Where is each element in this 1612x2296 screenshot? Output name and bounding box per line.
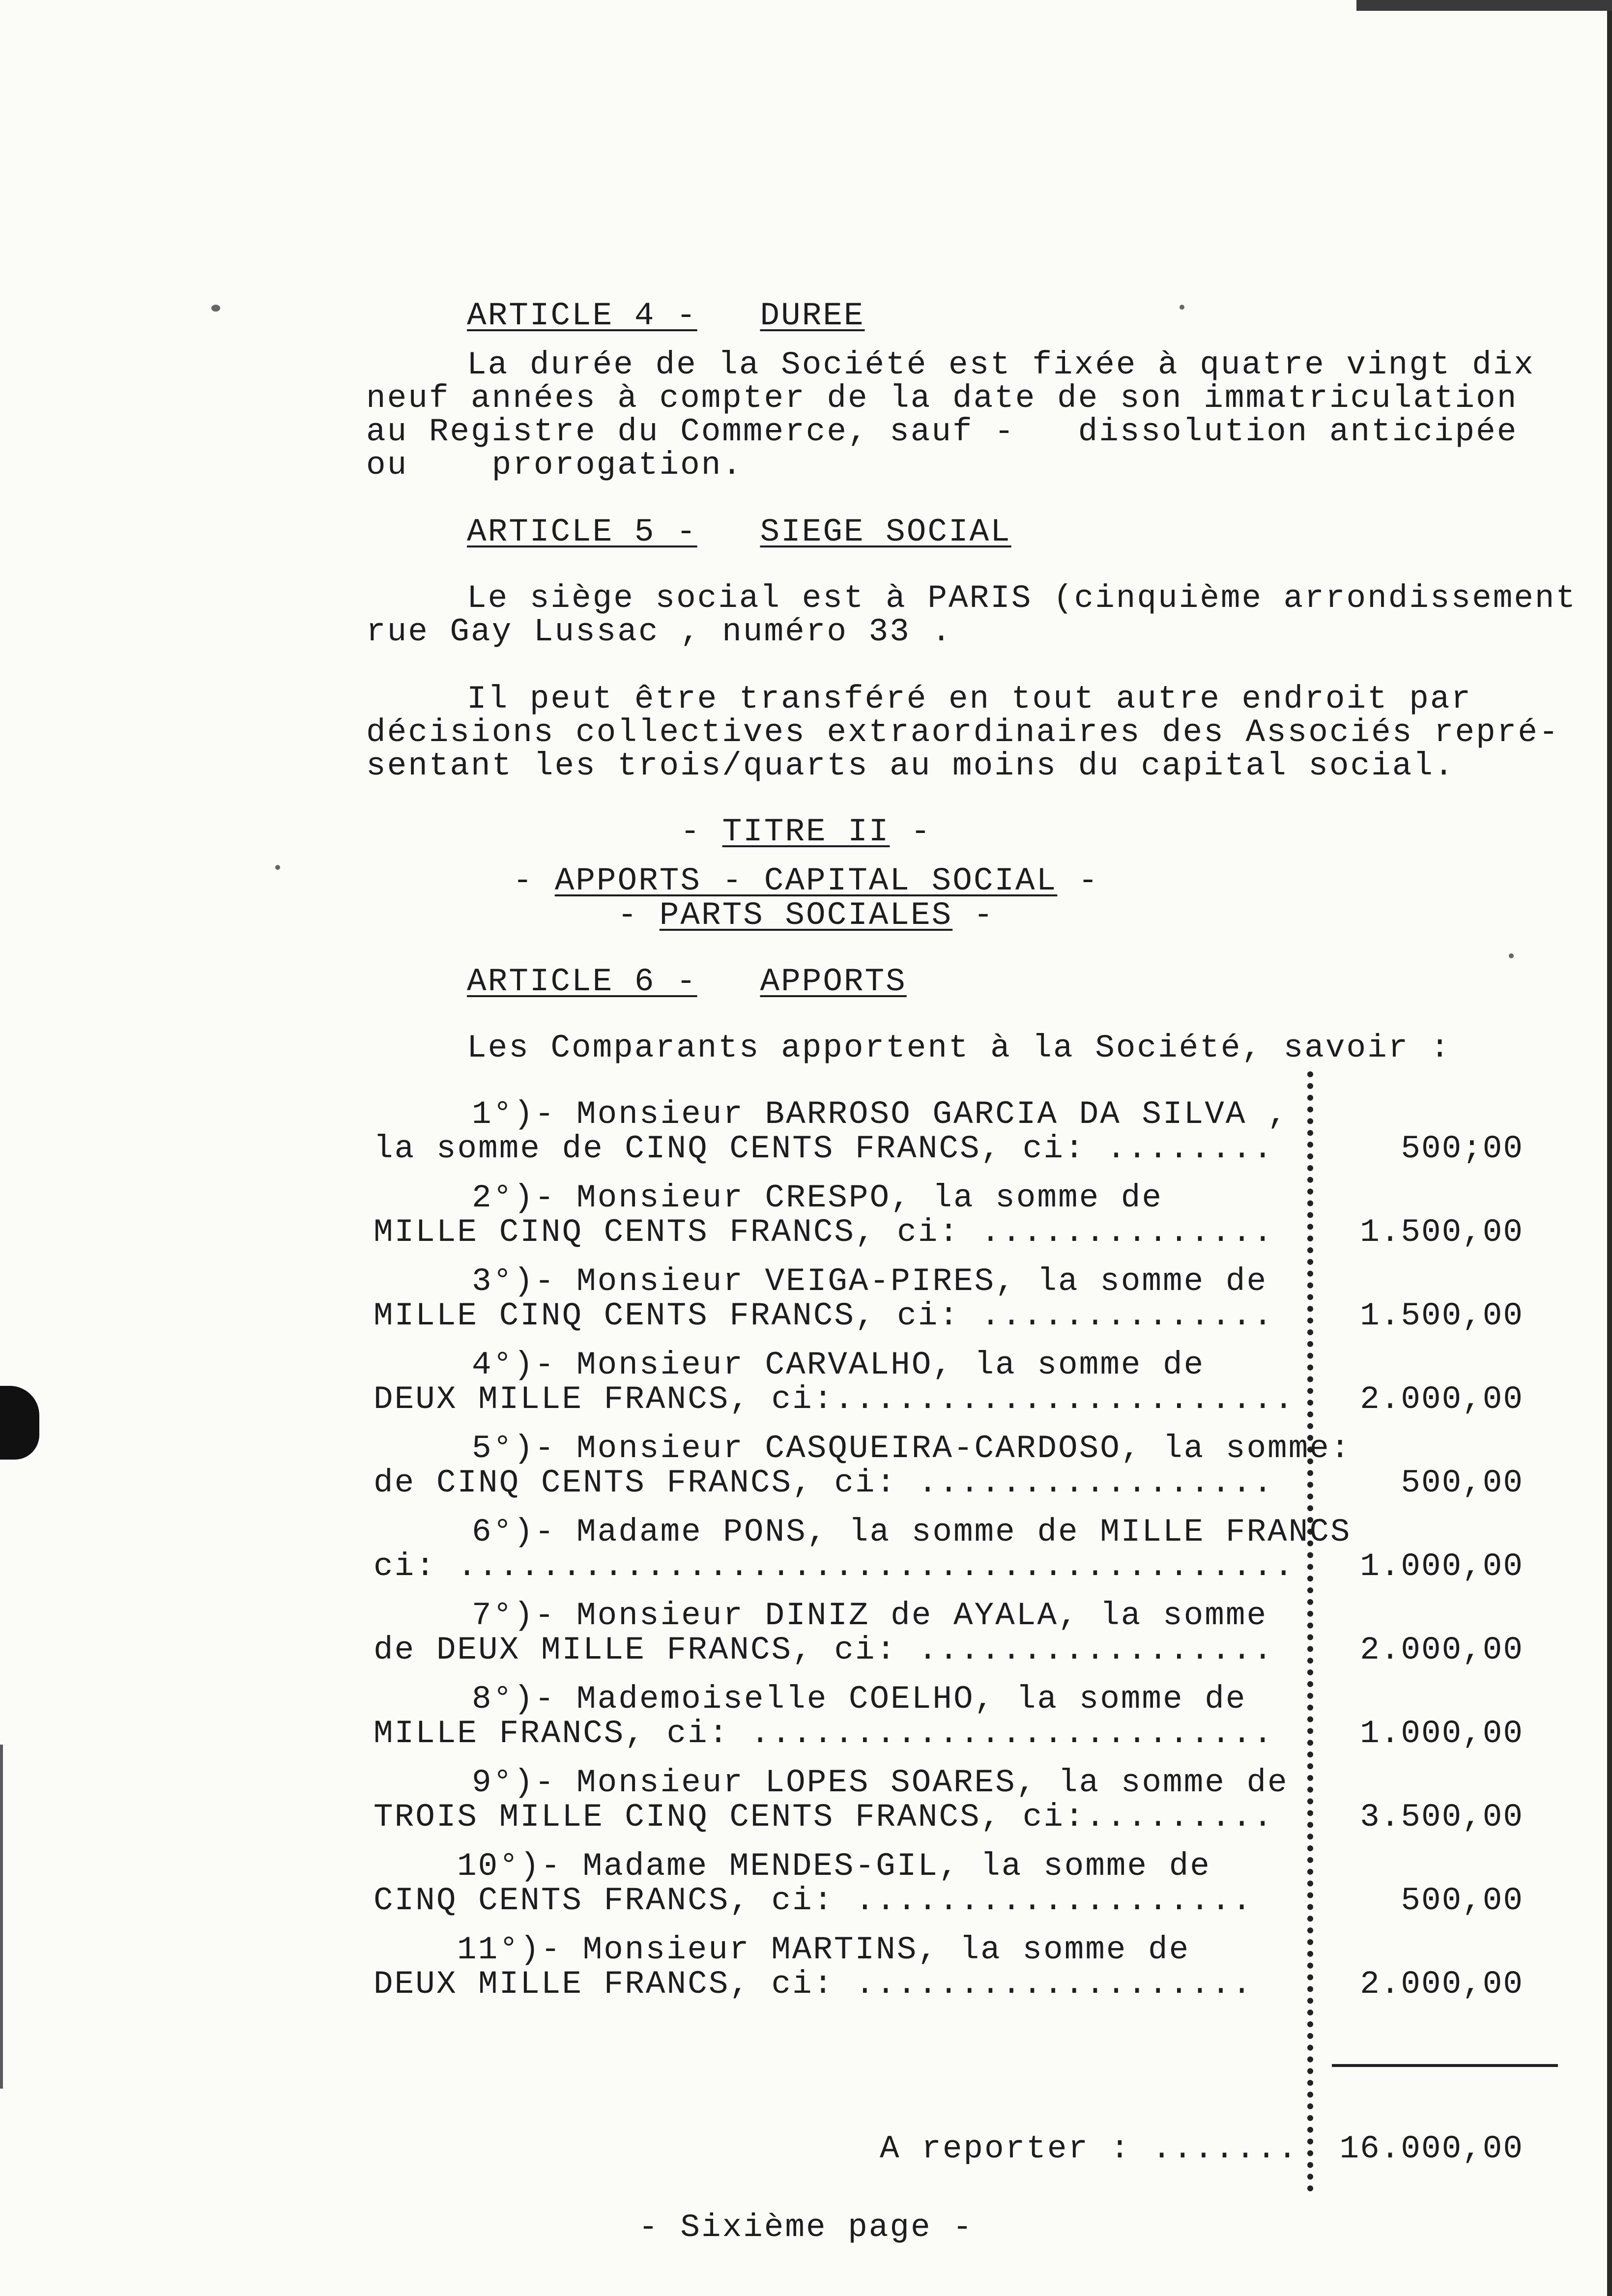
- article4-line-1: La durée de la Société est fixée à quatre vingt dix: [467, 346, 1535, 383]
- dash: -: [680, 813, 722, 850]
- entry-line-2: la somme de CINQ CENTS FRANCS, ci: ........: [374, 1130, 1274, 1167]
- carry-total: 16.000,00: [1339, 2130, 1524, 2167]
- titre-subheading-2: PARTS SOCIALES: [659, 897, 953, 934]
- entry-line-1: 8°)- Mademoiselle COELHO, la somme de: [472, 1681, 1247, 1718]
- entry-line-2: de CINQ CENTS FRANCS, ci: .................: [374, 1464, 1274, 1501]
- entry-line-1: 4°)- Monsieur CARVALHO, la somme de: [472, 1347, 1205, 1383]
- entry-line-1: 5°)- Monsieur CASQUEIRA-CARDOSO, la somme:: [472, 1430, 1352, 1467]
- article4-line-3: au Registre du Commerce, sauf - dissolution anticipée: [366, 413, 1518, 450]
- scan-edge-top: [1356, 0, 1612, 11]
- entry-amount: 1.500,00: [1360, 1214, 1524, 1251]
- entry-line-1: 11°)- Monsieur MARTINS, la somme de: [457, 1931, 1190, 1968]
- article6-title: APPORTS: [760, 963, 907, 1000]
- entry-line-2: TROIS MILLE CINQ CENTS FRANCS, ci:.........: [374, 1799, 1274, 1836]
- article5-para1-line-1: Le siège social est à PARIS (cinquième arrondissement: [467, 580, 1577, 617]
- scan-edge-left: [0, 1745, 3, 2089]
- article5-heading: ARTICLE 5 -: [467, 514, 697, 550]
- ink-blot: [0, 1386, 39, 1460]
- article5-para2-line-2: décisions collectives extraordinaires des Associés repré-: [366, 714, 1560, 751]
- speck: [1509, 953, 1514, 958]
- article6-heading: ARTICLE 6 -: [467, 963, 697, 1000]
- titre-subheading: APPORTS - CAPITAL SOCIAL: [554, 862, 1058, 899]
- entry-line-1: 6°)- Madame PONS, la somme de MILLE FRANCS: [472, 1514, 1352, 1550]
- article4-line-2: neuf années à compter de la date de son immatriculation: [366, 380, 1518, 417]
- entry-amount: 2.000,00: [1360, 1381, 1524, 1418]
- article6-intro: Les Comparants apportent à la Société, savoir :: [467, 1030, 1451, 1066]
- entry-amount: 500,00: [1401, 1882, 1524, 1919]
- entry-line-2: CINQ CENTS FRANCS, ci: ...................: [374, 1882, 1253, 1919]
- entry-line-1: 10°)- Madame MENDES-GIL, la somme de: [457, 1848, 1211, 1885]
- article5-para1-line-2: rue Gay Lussac , numéro 33 .: [366, 613, 952, 650]
- colon-separator-column: [1307, 1071, 1323, 2192]
- article4-heading-row: [467, 297, 865, 334]
- article6-heading-row: [467, 963, 907, 1000]
- entry-line-1: 2°)- Monsieur CRESPO, la somme de: [472, 1179, 1163, 1216]
- entry-line-2: MILLE CINQ CENTS FRANCS, ci: ..............: [374, 1214, 1274, 1251]
- entry-line-2: MILLE CINQ CENTS FRANCS, ci: ..............: [374, 1297, 1274, 1334]
- article5-title: SIEGE SOCIAL: [760, 514, 1011, 550]
- entry-line-1: 9°)- Monsieur LOPES SOARES, la somme de: [472, 1764, 1289, 1801]
- entry-amount: 1.000,00: [1360, 1715, 1524, 1752]
- article5-para2-line-1: Il peut être transféré en tout autre endroit par: [467, 681, 1472, 718]
- entry-amount: 1.000,00: [1360, 1548, 1524, 1585]
- dash: -: [1057, 862, 1099, 899]
- dash: -: [513, 862, 555, 899]
- article5-para2-line-3: sentant les trois/quarts au moins du capital social.: [366, 747, 1455, 784]
- speck: [211, 305, 220, 312]
- page-footer: - Sixième page -: [638, 2209, 974, 2246]
- entry-line-2: DEUX MILLE FRANCS, ci:......................: [374, 1381, 1295, 1418]
- dash: -: [617, 897, 660, 934]
- entry-amount: 1.500,00: [1360, 1297, 1524, 1334]
- entry-amount: 500;00: [1401, 1130, 1524, 1167]
- dash: -: [952, 897, 995, 934]
- dash: -: [890, 813, 932, 850]
- article4-line-4: ou prorogation.: [366, 447, 743, 484]
- total-rule: [1332, 2064, 1558, 2067]
- titre-line-3: [0, 899, 1612, 932]
- article5-heading-row: [467, 516, 1011, 548]
- speck: [1180, 305, 1184, 310]
- scan-edge-right: [1607, 0, 1612, 2296]
- entry-line-1: 7°)- Monsieur DINIZ de AYALA, la somme: [472, 1597, 1268, 1634]
- entry-line-1: 1°)- Monsieur BARROSO GARCIA DA SILVA ,: [472, 1096, 1289, 1133]
- article4-title: DUREE: [760, 297, 865, 334]
- entry-amount: 2.000,00: [1360, 1632, 1524, 1668]
- entry-line-2: MILLE FRANCS, ci: .........................: [374, 1715, 1274, 1752]
- entry-amount: 3.500,00: [1360, 1799, 1524, 1836]
- entry-line-2: de DEUX MILLE FRANCS, ci: .................: [374, 1632, 1274, 1668]
- titre-line-1: [0, 813, 1612, 850]
- entry-line-1: 3°)- Monsieur VEIGA-PIRES, la somme de: [472, 1263, 1268, 1300]
- entry-amount: 2.000,00: [1360, 1966, 1524, 2003]
- entry-line-2: ci: ........................................: [374, 1548, 1295, 1585]
- entry-amount: 500,00: [1401, 1464, 1524, 1501]
- carry-label: A reporter : .......: [880, 2130, 1299, 2167]
- entry-line-2: DEUX MILLE FRANCS, ci: ...................: [374, 1966, 1253, 2003]
- article4-heading: ARTICLE 4 -: [467, 297, 697, 334]
- titre-line-2: [0, 862, 1612, 899]
- titre-heading: TITRE II: [722, 813, 890, 850]
